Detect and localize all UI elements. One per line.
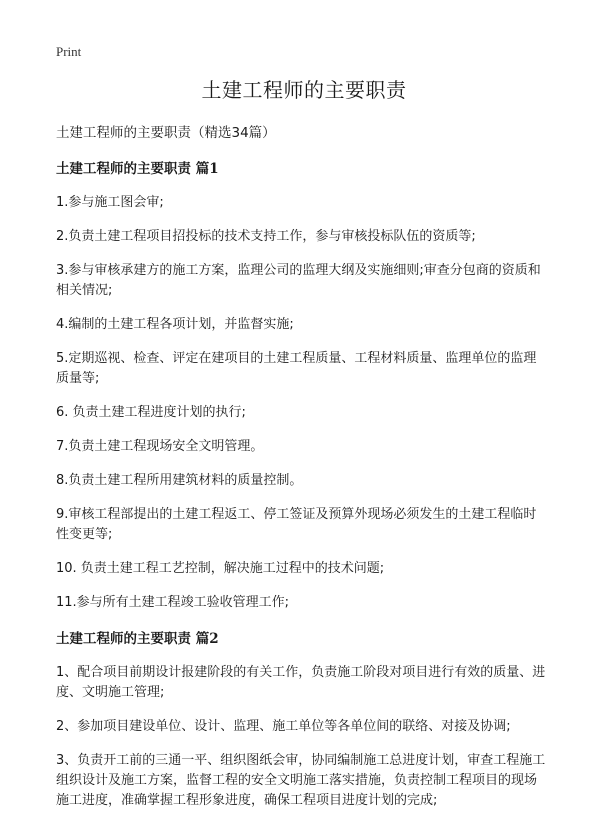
list-item: 1、配合项目前期设计报建阶段的有关工作，负责施工阶段对项目进行有效的质量、进度、文明施工管理; <box>56 665 546 700</box>
list-item: 3、负责开工前的三通一平、组织图纸会审，协同编制施工总进度计划，审查工程施工组织设计及施工方案，监督工程的安全文明施工落实措施，负责控制工程项目的现场施工进度，准确掌握工程形象进度，确保工程项目进度计划的完成; <box>56 753 546 808</box>
list-item: 7.负责土建工程现场安全文明管理。 <box>56 439 264 454</box>
document-subtitle: 土建工程师的主要职责（精选34篇） <box>56 125 276 141</box>
list-item: 1.参与施工图会审; <box>56 195 164 210</box>
list-item: 3.参与审核承建方的施工方案，监理公司的监理大纲及实施细则;审查分包商的资质和相关情况; <box>56 263 541 298</box>
list-item: 5.定期巡视、检查、评定在建项目的土建工程质量、工程材料质量、监理单位的监理质量等; <box>56 351 537 386</box>
document-title: 土建工程师的主要职责 <box>201 78 407 102</box>
print-label: Print <box>56 44 82 59</box>
list-item: 2、参加项目建设单位、设计、监理、施工单位等各单位间的联络、对接及协调; <box>56 719 511 734</box>
list-item: 11.参与所有土建工程竣工验收管理工作; <box>56 595 290 610</box>
list-item: 8.负责土建工程所用建筑材料的质量控制。 <box>56 473 303 488</box>
section-heading-1: 土建工程师的主要职责 篇1 <box>56 161 219 177</box>
list-item: 6. 负责土建工程进度计划的执行; <box>56 405 246 420</box>
section-heading-2: 土建工程师的主要职责 篇2 <box>56 631 219 647</box>
list-item: 2.负责土建工程项目招投标的技术支持工作，参与审核投标队伍的资质等; <box>56 229 476 244</box>
list-item: 4.编制的土建工程各项计划，并监督实施; <box>56 317 294 332</box>
list-item: 10. 负责土建工程工艺控制，解决施工过程中的技术问题; <box>56 561 385 576</box>
list-item: 9.审核工程部提出的土建工程返工、停工签证及预算外现场必须发生的土建工程临时性变更等; <box>56 507 537 542</box>
